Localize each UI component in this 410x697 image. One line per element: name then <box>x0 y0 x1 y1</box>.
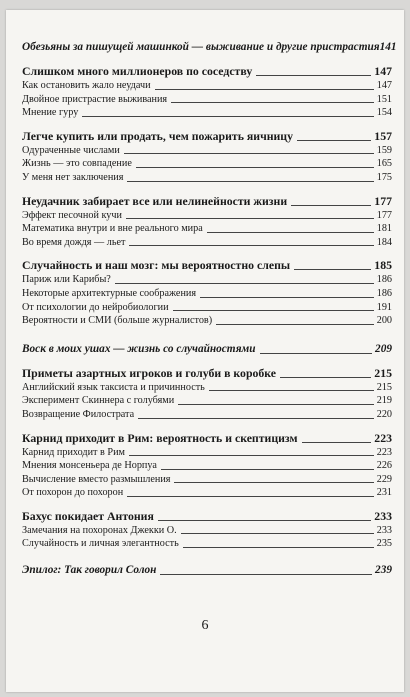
leader-line <box>183 547 374 548</box>
toc-part-title: Обезьяны за пишущей машинкой — выживание и другие пристрастия <box>22 41 380 53</box>
toc-entry-title: Математика внутри и вне реального мира <box>22 223 203 235</box>
leader-line <box>174 482 373 483</box>
toc-chapter <box>22 193 392 209</box>
toc-entry <box>22 314 392 328</box>
leader-line <box>129 245 373 246</box>
leader-line <box>200 297 374 298</box>
toc-entry <box>22 222 392 236</box>
toc-entry-page: 151 <box>376 93 392 105</box>
toc-entry <box>22 273 392 287</box>
toc-entry <box>22 171 392 185</box>
toc-entry-page: 200 <box>376 315 392 327</box>
toc-entry-title: Одураченные числами <box>22 144 120 156</box>
leader-line <box>207 232 374 233</box>
leader-line <box>155 89 374 90</box>
leader-line <box>294 269 371 270</box>
leader-line <box>127 181 373 182</box>
toc-entry-title: Париж или Карибы? <box>22 274 111 286</box>
toc-chapter-title: Легче купить или продать, чем пожарить яичницу <box>22 128 294 143</box>
leader-line <box>302 442 372 443</box>
toc-entry <box>22 537 392 551</box>
toc-entry-title: Двойное пристрастие выживания <box>22 93 168 105</box>
toc-part2-page: 209 <box>375 342 392 355</box>
toc-chapter-page: 233 <box>374 508 392 523</box>
toc-entry-title: Эксперимент Скиннера с голубями <box>22 395 175 407</box>
toc-chapters-group-2 <box>22 365 392 551</box>
toc-part2-heading <box>22 342 392 357</box>
toc-entry <box>22 408 392 422</box>
leader-line <box>115 283 374 284</box>
toc-entry <box>22 381 392 395</box>
toc-entry-page: 186 <box>376 287 392 299</box>
table-of-contents <box>22 40 397 578</box>
leader-line <box>173 310 374 311</box>
toc-part-heading <box>22 40 397 55</box>
toc-chapter-page: 185 <box>374 258 392 273</box>
toc-entry-title: Как остановить жало неудачи <box>22 80 151 91</box>
toc-entry-page: 229 <box>376 473 392 485</box>
toc-entry-title: Во время дождя — льет <box>22 236 126 248</box>
toc-entry-title: Английский язык таксиста и причинность <box>22 381 205 393</box>
toc-entry-title: Вычисление вместо размышления <box>22 473 171 485</box>
toc-entry <box>22 394 392 408</box>
toc-entry-page: 220 <box>376 408 392 420</box>
toc-entry-title: У меня нет заключения <box>22 171 124 183</box>
toc-entry-page: 165 <box>376 158 392 170</box>
toc-entry-title: Случайность и личная элегантность <box>22 538 179 550</box>
toc-entry <box>22 524 392 538</box>
page-number: 6 <box>201 618 209 633</box>
toc-entry-title: Карнид приходит в Рим <box>22 446 125 458</box>
toc-entry <box>22 473 392 487</box>
leader-line <box>82 116 373 117</box>
toc-entry-title: Вероятности и СМИ (больше журналистов) <box>22 315 213 327</box>
toc-entry <box>22 287 392 301</box>
leader-line <box>178 404 374 405</box>
toc-entry-title: Эффект песочной кучи <box>22 209 122 221</box>
leader-line <box>297 140 371 141</box>
toc-entry <box>22 106 392 120</box>
toc-chapter <box>22 63 392 79</box>
toc-chapter-page: 147 <box>374 64 392 78</box>
toc-chapter-title: Бахус покидает Антония <box>22 508 154 523</box>
toc-chapter <box>22 430 392 446</box>
toc-entry-page: 219 <box>376 395 392 407</box>
toc-entry-page: 191 <box>376 301 392 313</box>
leader-line <box>138 418 374 419</box>
toc-entry-title: Мнение гуру <box>22 107 79 119</box>
toc-chapter-page: 177 <box>374 193 392 208</box>
leader-line <box>129 455 374 456</box>
toc-entry <box>22 79 392 93</box>
toc-chapter <box>22 365 392 381</box>
toc-entry-title: Жизнь — это совпадение <box>22 158 132 170</box>
toc-entry <box>22 157 392 171</box>
leader-line <box>126 218 374 219</box>
leader-line <box>280 377 371 378</box>
toc-chapter-page: 223 <box>374 430 392 445</box>
toc-entry-page: 186 <box>376 274 392 286</box>
toc-epilogue <box>22 563 392 578</box>
toc-entry-page: 231 <box>376 487 392 499</box>
toc-entry-title: От похорон до похорон <box>22 487 124 499</box>
toc-chapter-title: Неудачник забирает все или нелинейности жизни <box>22 193 288 208</box>
leader-line <box>216 324 374 325</box>
toc-chapter-page: 157 <box>374 128 392 143</box>
toc-epilogue-page: 239 <box>375 564 392 577</box>
leader-line <box>260 353 372 354</box>
toc-entry-title: От психологии до нейробиологии <box>22 301 169 313</box>
leader-line <box>171 102 374 103</box>
toc-entry <box>22 459 392 473</box>
toc-entry-page: 159 <box>376 144 392 156</box>
toc-entry-title: Некоторые архитектурные соображения <box>22 287 197 299</box>
leader-line <box>181 533 374 534</box>
toc-entry-page: 147 <box>376 80 392 91</box>
toc-entry-page: 226 <box>376 460 392 472</box>
leader-line <box>256 75 371 76</box>
leader-line <box>124 153 374 154</box>
toc-chapter <box>22 257 392 273</box>
toc-chapter <box>22 508 392 524</box>
toc-entry <box>22 93 392 107</box>
toc-entry-title: Замечания на похоронах Джекки О. <box>22 524 177 536</box>
toc-entry <box>22 236 392 250</box>
toc-chapters-group-1 <box>22 63 392 328</box>
leader-line <box>158 520 371 521</box>
toc-entry <box>22 301 392 315</box>
toc-entry-title: Возвращение Филострата <box>22 408 135 420</box>
leader-line <box>161 469 374 470</box>
toc-chapter-title: Случайность и наш мозг: мы вероятностно слепы <box>22 258 291 273</box>
toc-entry <box>22 144 392 158</box>
leader-line <box>127 496 374 497</box>
toc-chapter-page: 215 <box>374 365 392 380</box>
leader-line <box>209 390 374 391</box>
toc-entry-page: 184 <box>376 236 392 248</box>
toc-entry-page: 235 <box>376 538 392 550</box>
toc-entry-page: 154 <box>376 107 392 119</box>
toc-entry-page: 181 <box>376 223 392 235</box>
toc-part-page: 141 <box>379 41 397 53</box>
toc-chapter <box>22 128 392 144</box>
toc-entry-page: 175 <box>376 171 392 183</box>
toc-epilogue-title: Эпилог: Так говорил Солон <box>22 564 157 577</box>
toc-part2-title: Воск в моих ушах — жизнь со случайностями <box>22 342 256 355</box>
leader-line <box>160 574 372 575</box>
toc-entry-title: Мнения монсеньера де Норпуа <box>22 460 157 472</box>
leader-line <box>136 167 374 168</box>
book-page <box>6 10 404 692</box>
toc-entry <box>22 446 392 460</box>
toc-entry <box>22 209 392 223</box>
toc-entry-page: 215 <box>376 381 392 393</box>
toc-entry-page: 233 <box>376 524 392 536</box>
leader-line <box>291 205 371 206</box>
toc-chapter-title: Приметы азартных игроков и голуби в коробке <box>22 365 277 380</box>
toc-entry-page: 177 <box>376 209 392 221</box>
toc-chapter-title: Карнид приходит в Рим: вероятность и скептицизм <box>22 430 298 445</box>
toc-entry <box>22 486 392 500</box>
toc-chapter-title: Слишком много миллионеров по соседству <box>22 64 253 78</box>
toc-entry-page: 223 <box>376 446 392 458</box>
